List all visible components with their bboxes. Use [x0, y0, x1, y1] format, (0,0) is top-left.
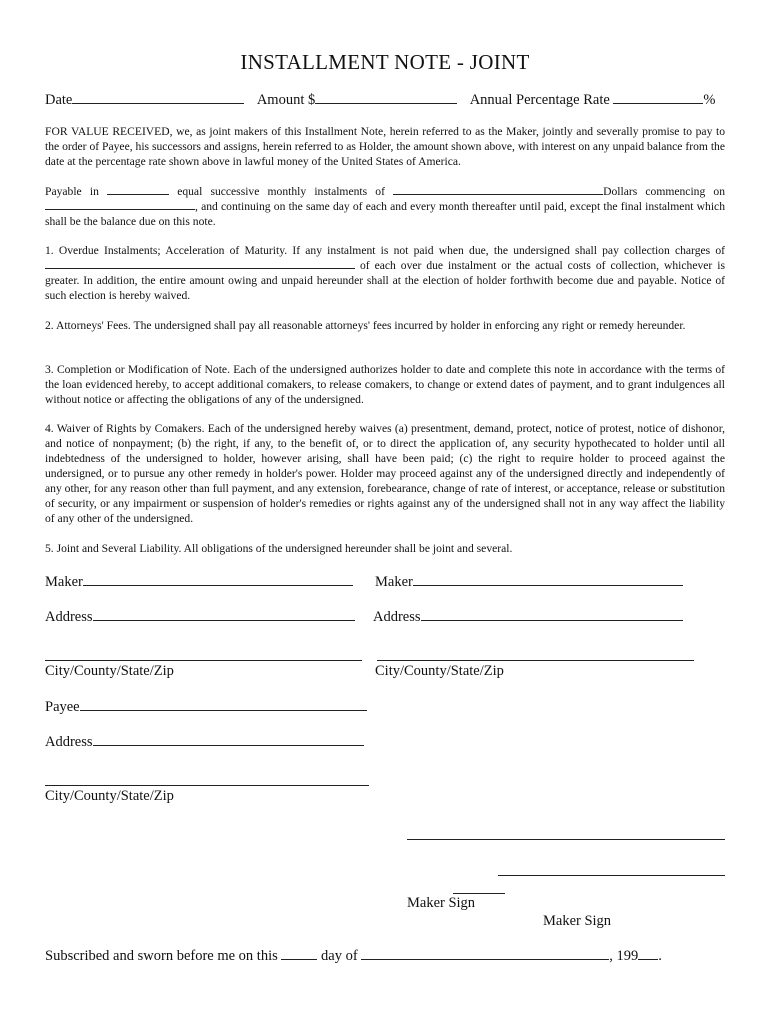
clause-1-text-2: of each over due instalment or the actual costs of collection, whichever is greater. In addition, the entire amount owing and unpaid hereunder shall at the election of holder forthwith become due and payable. Notice of such election is hereby waived. — [45, 259, 725, 302]
maker-sign-2-label: Maker Sign — [543, 913, 612, 929]
clause-3-paragraph: 3. Completion or Modification of Note. Each of the undersigned authorizes holder to date and complete this note in accordance with the terms of the loan evidenced hereby, to accept additional comakers, to release comakers, to change or extend dates of payment, and to grant indulgences all without notice or affecting the obligations of any of the undersigned. — [45, 363, 725, 406]
footer-text-4: . — [658, 948, 662, 964]
payable-text-4: , and continuing on the same day of each and every month thereafter until paid, except the final instalment which shall be the balance due on this note. — [45, 200, 725, 228]
payee-field[interactable] — [80, 699, 367, 711]
maker-2-field[interactable] — [413, 574, 683, 586]
clause-1-text-1: 1. Overdue Instalments; Acceleration of Maturity. If any instalment is not paid when due, the undersigned shall pay collection charges of — [45, 244, 725, 257]
clause-5-paragraph: 5. Joint and Several Liability. All obligations of the undersigned hereunder shall be joint and several. — [45, 542, 513, 555]
city-1-line[interactable] — [45, 660, 362, 661]
day-field[interactable] — [281, 948, 317, 960]
payee-address-row — [45, 734, 364, 751]
date-label: Date — [45, 92, 73, 108]
payee-address-field[interactable] — [93, 734, 364, 746]
city-2-label: City/County/State/Zip — [375, 663, 504, 679]
footer-text-3: , 199 — [609, 948, 639, 964]
maker-sign-short-line[interactable] — [453, 893, 505, 894]
collection-charges-field[interactable] — [45, 258, 355, 269]
maker-2-row — [375, 574, 683, 591]
payable-paragraph — [45, 184, 725, 229]
payee-city-line[interactable] — [45, 785, 369, 786]
apr-label: Annual Percentage Rate — [469, 92, 610, 108]
date-field[interactable] — [72, 92, 244, 104]
maker-sign-1-label: Maker Sign — [407, 895, 476, 911]
maker-sign-1-line[interactable] — [407, 839, 725, 840]
address-2-field[interactable] — [421, 609, 683, 621]
percent-sign: % — [703, 92, 716, 108]
intro-paragraph: FOR VALUE RECEIVED, we, as joint makers of this Installment Note, herein referred to as the Maker, jointly and severally promise to pay to the order of Payee, his successors and assigns, herein referred to as Holder, the amount shown above, with interest on any unpaid balance from the date at the percentage rate shown above in lawful money of the United States of America. — [45, 125, 725, 168]
maker-1-field[interactable] — [83, 574, 353, 586]
address-1-field[interactable] — [93, 609, 355, 621]
city-2-line[interactable] — [377, 660, 694, 661]
footer-row — [45, 948, 662, 965]
maker-sign-2-line[interactable] — [498, 875, 725, 876]
payable-text-3: Dollars commencing on — [603, 185, 725, 198]
address-1-row — [45, 609, 355, 626]
payable-text-2: equal successive monthly instalments of — [177, 185, 385, 198]
payee-city-label: City/County/State/Zip — [45, 788, 174, 804]
clause-1-paragraph — [45, 243, 725, 303]
address-1-label: Address — [45, 609, 93, 625]
payee-address-label: Address — [45, 734, 93, 750]
payee-label: Payee — [45, 699, 80, 715]
amount-field[interactable] — [315, 92, 457, 104]
footer-text-2: day of — [321, 948, 358, 964]
month-field[interactable] — [361, 948, 609, 960]
amount-label: Amount $ — [256, 92, 316, 108]
address-2-row — [373, 609, 683, 626]
instalment-count-field[interactable] — [107, 184, 169, 195]
instalment-amount-field[interactable] — [393, 184, 603, 195]
maker-1-label: Maker — [45, 574, 83, 590]
clause-4-paragraph: 4. Waiver of Rights by Comakers. Each of the undersigned hereby waives (a) presentment, demand, protect, notice of protest, notice of dishonor, and notice of nonpayment; (b) the right, if any, to the benefit of, or to direct the application of, any security hypothecated to holder until all indebtedness of the undersigned to holder, however arising, shall have been paid; (c) the right to require holder to proceed against the undersigned, or to pursue any other remedy in holder's power. Holder may proceed against any of the undersigned directly and independently of any other, for any reason other than full payment, and any extension, forebearance, change of rate of interest, or acceptance, release or substitution of security, or any impairment or suspension of holder's remedies or rights against any of the undersigned shall not in any way affect the liability of any other of the undersigned. — [45, 422, 725, 525]
apr-field[interactable] — [613, 92, 703, 104]
commencing-date-field[interactable] — [45, 199, 195, 210]
document-title: INSTALLMENT NOTE - JOINT — [240, 50, 530, 74]
clause-2-paragraph: 2. Attorneys' Fees. The undersigned shall pay all reasonable attorneys' fees incurred by holder in enforcing any right or remedy hereunder. — [45, 319, 686, 332]
city-1-label: City/County/State/Zip — [45, 663, 174, 679]
payable-text-1: Payable in — [45, 185, 99, 198]
payee-row — [45, 699, 367, 716]
maker-2-label: Maker — [375, 574, 413, 590]
address-2-label: Address — [373, 609, 421, 625]
footer-text-1: Subscribed and sworn before me on this — [45, 948, 278, 964]
header-row — [45, 92, 716, 109]
maker-1-row — [45, 574, 353, 591]
year-field[interactable] — [638, 948, 658, 960]
